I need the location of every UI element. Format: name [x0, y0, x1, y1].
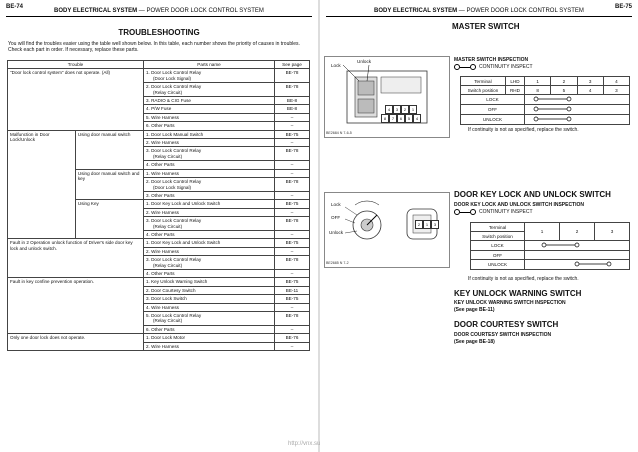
table-row — [8, 130, 310, 138]
part-name: 3. RADIO & CIG Fuse — [146, 98, 191, 104]
header-section: BODY ELECTRICAL SYSTEM — [54, 8, 138, 14]
table-row — [8, 239, 310, 247]
trouble-cell: Only one door lock does not operate. — [8, 334, 144, 351]
see-page-cell: BE-78 — [275, 178, 310, 192]
part-name: 6. Other Parts — [146, 123, 175, 129]
see-page-cell: – — [275, 113, 310, 121]
pin: 2 — [415, 220, 423, 229]
part-cell — [144, 247, 275, 255]
header-subsection: POWER DOOR LOCK CONTROL SYSTEM — [146, 8, 264, 14]
part-cell — [144, 256, 275, 270]
row-unlock: UNLOCK — [461, 115, 525, 125]
see-page-cell: – — [275, 208, 310, 216]
see-page-cell: – — [275, 342, 310, 350]
trouble-sub-cell: Using Key — [75, 200, 143, 239]
pin: 5 — [405, 114, 413, 123]
trouble-cell: Malfunction in Door Lock/Unlock — [8, 130, 76, 239]
part-name: 2. Wire Harness — [146, 209, 179, 215]
see-page-cell: BE-76 — [275, 334, 310, 342]
header-title: BODY ELECTRICAL SYSTEM — POWER DOOR LOCK CONTROL SYSTEM — [374, 8, 584, 14]
part-cell — [144, 230, 275, 238]
continuity-mark — [527, 115, 627, 123]
part-cell — [144, 342, 275, 350]
part-name: 6. Other Parts — [146, 326, 175, 332]
see-page-cell: BE-11 — [275, 286, 310, 294]
th-switch-position: Switch position — [471, 232, 525, 241]
part-name: 5. Wire Harness — [146, 114, 179, 120]
table-row — [8, 278, 310, 286]
pin: 3 — [393, 105, 401, 114]
th: 5 — [551, 86, 577, 95]
part-name: 2. Wire Harness — [146, 248, 179, 254]
part-name: 2. Wire Harness — [146, 343, 179, 349]
part-cell — [144, 295, 275, 303]
figure-code: BE2685 N 7-2 — [326, 261, 349, 265]
part-cell — [144, 217, 275, 231]
part-name: 1. Door Lock Manual Switch — [146, 131, 204, 137]
section-title: TROUBLESHOOTING — [118, 28, 200, 37]
lock-continuity — [525, 241, 630, 251]
part-detail: (Relay Circuit) — [153, 153, 183, 159]
key-unlock-inspection-title: KEY UNLOCK WARNING SWITCH INSPECTION — [454, 300, 566, 306]
part-name: 1. Door Lock Motor — [146, 335, 186, 341]
th: 2 — [551, 77, 577, 86]
part-cell — [144, 105, 275, 113]
door-courtesy-inspection-title: DOOR COURTESY SWITCH INSPECTION — [454, 332, 552, 338]
table-row — [8, 69, 310, 83]
part-name: 3. Other Parts — [146, 192, 175, 198]
part-cell — [144, 334, 275, 342]
door-key-title: DOOR KEY LOCK AND UNLOCK SWITCH — [454, 190, 611, 199]
key-unlock-title: KEY UNLOCK WARNING SWITCH — [454, 289, 582, 298]
part-cell — [144, 113, 275, 121]
part-name: 2. Door Lock Control Relay — [146, 84, 202, 90]
see-page-cell: BE-78 — [275, 83, 310, 97]
th: 1 — [525, 223, 560, 241]
unlock-continuity — [525, 260, 630, 270]
part-name: 1. Key Unlock Warning Switch — [146, 279, 208, 285]
see-page-cell: BE-78 — [275, 312, 310, 326]
part-name: 4. Other Parts — [146, 162, 175, 168]
header-title: BODY ELECTRICAL SYSTEM — POWER DOOR LOCK CONTROL SYSTEM — [54, 8, 264, 14]
pin: 6 — [397, 114, 405, 123]
see-page-cell: – — [275, 161, 310, 169]
see-page-cell: BE-75 — [275, 278, 310, 286]
row-off: OFF — [461, 105, 525, 115]
intro-text: You will find the troubles easier using the table well shown below. In this table, each number shows the priority of causes in troubles. Check each part in order. If necessary, replace these parts. — [8, 41, 300, 53]
th-switch-position: Switch position — [461, 86, 506, 95]
th-rhd: RHD — [505, 86, 524, 95]
door-key-continuity-table — [470, 222, 630, 270]
pin: 2 — [401, 105, 409, 114]
row-lock: LOCK — [461, 95, 525, 105]
continuity-legend — [454, 64, 533, 70]
continuity-legend — [454, 209, 533, 215]
part-cell — [144, 83, 275, 97]
off-continuity — [525, 105, 630, 115]
troubleshooting-table — [7, 60, 310, 351]
pin: 1 — [409, 105, 417, 114]
master-inspection-title: MASTER SWITCH INSPECTION — [454, 57, 529, 63]
continuity-mark — [527, 95, 627, 103]
see-page-cell: BE-75 — [275, 239, 310, 247]
master-note: If continuity is not as specified, replace the switch. — [468, 127, 579, 133]
see-page-cell: – — [275, 122, 310, 130]
th: 4 — [577, 86, 603, 95]
col-trouble: Trouble — [8, 61, 144, 69]
part-name: 1. Wire Harness — [146, 170, 179, 176]
connector-top — [385, 105, 417, 114]
part-detail: (Relay Circuit) — [153, 318, 183, 324]
page-header — [6, 4, 312, 16]
continuity-icon — [454, 64, 476, 70]
th: 1 — [525, 77, 551, 86]
see-page-cell: – — [275, 191, 310, 199]
header-rule — [6, 16, 312, 17]
part-name: 4. Wire Harness — [146, 304, 179, 310]
see-page-cell: BE-75 — [275, 295, 310, 303]
part-cell — [144, 122, 275, 130]
door-key-figure — [324, 192, 450, 268]
see-page-cell: BE-78 — [275, 256, 310, 270]
table-row — [8, 334, 310, 342]
part-name: 2. Door Lock Control Relay — [146, 179, 202, 185]
part-detail: (Relay Circuit) — [153, 262, 183, 268]
part-name: 3. Door Lock Control Relay — [146, 218, 202, 224]
door-key-inspection-title: DOOR KEY LOCK AND UNLOCK SWITCH INSPECTION — [454, 202, 585, 208]
see-page-cell: – — [275, 303, 310, 311]
pin: 8 — [381, 114, 389, 123]
part-cell — [144, 286, 275, 294]
part-cell — [144, 278, 275, 286]
page-number: BE-75 — [614, 4, 632, 10]
key-unlock-see-page: (See page BE-11) — [454, 307, 495, 313]
part-cell — [144, 325, 275, 333]
part-name: 4. Other Parts — [146, 231, 175, 237]
part-cell — [144, 161, 275, 169]
part-name: 2. Door Courtesy Switch — [146, 287, 196, 293]
th-terminal: Terminal — [461, 77, 506, 86]
part-name: 3. Door Lock Control Relay — [146, 257, 202, 263]
connector-pins — [415, 220, 439, 229]
row-off: OFF — [471, 251, 525, 260]
part-detail: (Door Lock Signal) — [153, 184, 192, 190]
see-page-cell: BE-75 — [275, 130, 310, 138]
see-page-cell: BE-75 — [275, 200, 310, 208]
th: 3 — [603, 86, 629, 95]
page-header — [326, 4, 632, 16]
pin: 4 — [385, 105, 393, 114]
page-be-75 — [320, 0, 638, 452]
part-name: 3. Door Lock Switch — [146, 296, 187, 302]
trouble-cell: "Door lock control system" does not operate. (All) — [8, 69, 144, 130]
see-page-cell: BE-8 — [275, 105, 310, 113]
th: 2 — [560, 223, 595, 241]
th: 3 — [577, 77, 603, 86]
header-rule — [326, 16, 632, 17]
unlock-continuity — [525, 115, 630, 125]
label-off: OFF — [331, 215, 341, 220]
th: 3 — [595, 223, 630, 241]
see-page-cell: BE-78 — [275, 147, 310, 161]
part-name: 4. Other Parts — [146, 270, 175, 276]
trouble-cell: Fault in 2 Operation unlock function of Driver's side door key lock and unlock switch. — [8, 239, 144, 278]
figure-code: BE2684 N 7-6-5 — [326, 131, 352, 135]
part-name: 1. Door Key Lock and Unlock Switch — [146, 201, 221, 207]
part-detail: (Relay Circuit) — [153, 223, 183, 229]
col-page: See page — [275, 61, 310, 69]
pin: 7 — [389, 114, 397, 123]
continuity-icon — [454, 209, 476, 215]
see-page-cell: – — [275, 139, 310, 147]
master-switch-figure — [324, 56, 450, 138]
part-cell — [144, 208, 275, 216]
th-lhd: LHD — [505, 77, 524, 86]
master-switch-drawing — [325, 57, 449, 137]
part-cell — [144, 139, 275, 147]
th: 4 — [603, 77, 629, 86]
th: 8 — [525, 86, 551, 95]
part-detail: (Relay Circuit) — [153, 89, 183, 95]
page-number: BE-74 — [6, 4, 24, 10]
see-page-cell: – — [275, 325, 310, 333]
see-page-cell: – — [275, 169, 310, 177]
label-unlock: Unlock — [357, 59, 372, 64]
part-name: 5. Door Lock Control Relay — [146, 313, 202, 318]
pin: 4 — [413, 114, 421, 123]
master-switch-title: MASTER SWITCH — [452, 22, 520, 31]
watermark-link[interactable]: http://vnx.su — [288, 441, 321, 447]
see-page-cell: – — [275, 269, 310, 277]
see-page-cell: BE-8 — [275, 97, 310, 105]
row-lock: LOCK — [471, 241, 525, 251]
part-cell — [144, 303, 275, 311]
see-page-cell: – — [275, 247, 310, 255]
part-cell — [144, 191, 275, 199]
header-section: BODY ELECTRICAL SYSTEM — [374, 8, 458, 14]
continuity-label: CONTINUITY INSPECT — [479, 64, 533, 70]
see-page-cell: – — [275, 230, 310, 238]
part-cell — [144, 269, 275, 277]
see-page-cell: BE-78 — [275, 217, 310, 231]
part-name: 3. Door Lock Control Relay — [146, 148, 202, 154]
part-cell — [144, 178, 275, 192]
label-unlock: Unlock — [329, 230, 344, 235]
part-name: 1. Door Lock Control Relay — [146, 70, 202, 76]
part-detail: (Door Lock Signal) — [153, 75, 192, 81]
part-cell — [144, 239, 275, 247]
part-name: 4. P/W Fuse — [146, 106, 172, 112]
off-continuity — [525, 251, 630, 260]
part-cell — [144, 200, 275, 208]
master-continuity-table — [460, 76, 630, 125]
part-cell — [144, 97, 275, 105]
continuity-mark — [527, 241, 627, 249]
door-key-drawing — [325, 193, 449, 267]
door-key-note: If continuity is not as specified, replace the switch. — [468, 276, 579, 282]
part-name: 1. Door Key Lock and Unlock Switch — [146, 240, 221, 246]
pin: 3 — [431, 220, 439, 229]
trouble-cell: Fault in key confine prevention operation. — [8, 278, 144, 334]
connector-bottom — [381, 114, 421, 123]
pin: 1 — [423, 220, 431, 229]
see-page-cell: BE-78 — [275, 69, 310, 83]
continuity-label: CONTINUITY INSPECT — [479, 209, 533, 215]
trouble-sub-cell: Using door manual switch — [75, 130, 143, 169]
col-parts: Parts name — [144, 61, 275, 69]
label-lock: Lock — [331, 202, 341, 207]
part-cell — [144, 130, 275, 138]
header-subsection: POWER DOOR LOCK CONTROL SYSTEM — [466, 8, 584, 14]
part-cell — [144, 147, 275, 161]
label-lock: Lock — [331, 63, 341, 68]
part-cell — [144, 69, 275, 83]
row-unlock: UNLOCK — [471, 260, 525, 270]
part-cell — [144, 169, 275, 177]
continuity-mark — [527, 260, 627, 268]
door-courtesy-title: DOOR COURTESY SWITCH — [454, 320, 559, 329]
th-terminal: Terminal — [471, 223, 525, 232]
continuity-mark — [527, 105, 627, 113]
lock-continuity — [525, 95, 630, 105]
part-cell — [144, 312, 275, 326]
door-courtesy-see-page: (See page BE-18) — [454, 339, 495, 345]
part-name: 2. Wire Harness — [146, 140, 179, 146]
trouble-sub-cell: Using door manual switch and key — [75, 169, 143, 200]
